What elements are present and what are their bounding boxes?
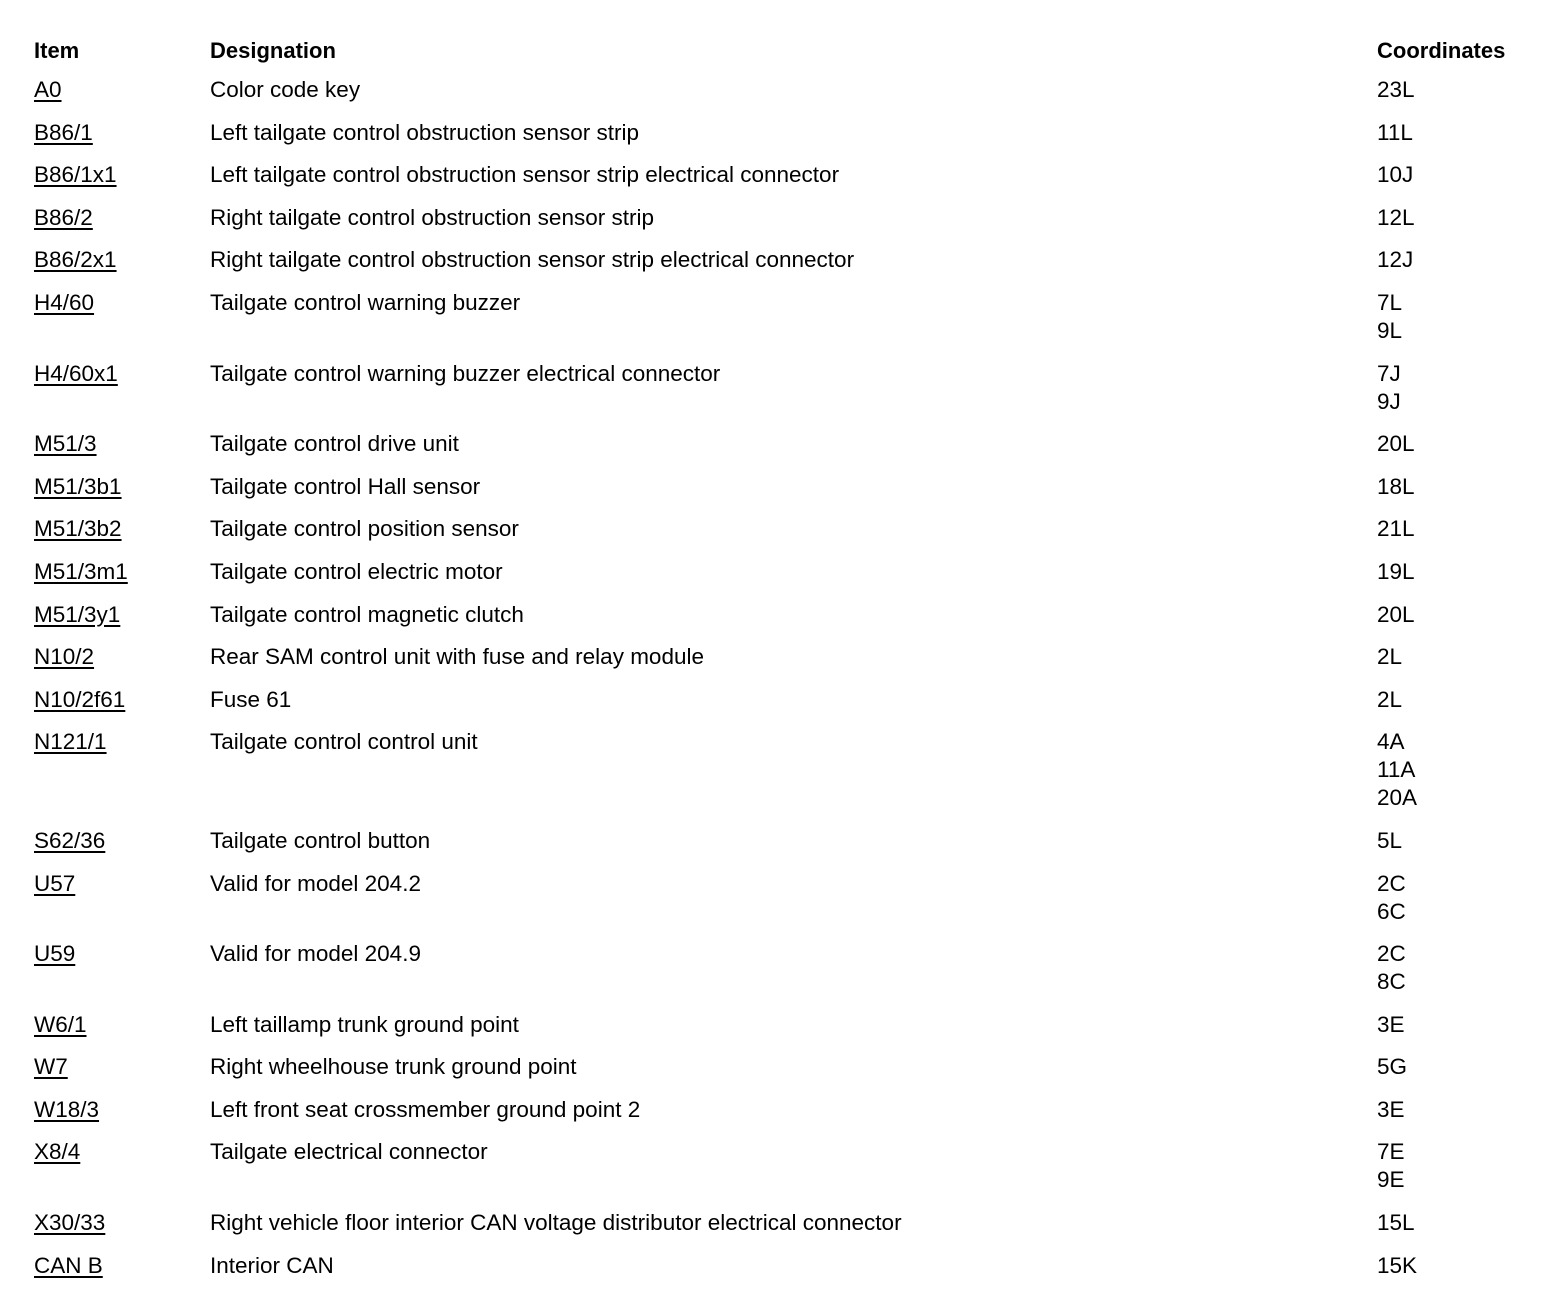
table-row — [34, 558, 1544, 601]
item-cell — [34, 360, 210, 388]
table-row — [34, 76, 1544, 119]
item-link[interactable]: N10/2 — [34, 644, 95, 670]
item-cell — [34, 1053, 210, 1081]
item-cell — [34, 1138, 210, 1166]
item-link[interactable]: B86/1x1 — [34, 162, 117, 188]
item-cell — [34, 515, 210, 543]
coordinate-value: 11L — [1377, 119, 1413, 145]
item-link[interactable]: M51/3y1 — [34, 601, 121, 627]
coordinate-value: 3E — [1377, 1011, 1405, 1037]
designation-cell: Left taillamp trunk ground point — [210, 1011, 519, 1037]
item-link[interactable]: W6/1 — [34, 1011, 87, 1037]
table-row — [34, 161, 1544, 204]
table-row — [34, 1209, 1544, 1252]
designation-cell: Left tailgate control obstruction sensor strip — [210, 119, 639, 145]
table-row — [34, 1252, 1544, 1295]
designation-cell: Tailgate control button — [210, 827, 431, 853]
item-link[interactable]: M51/3m1 — [34, 558, 128, 584]
table-row — [34, 360, 1544, 431]
item-cell — [34, 601, 210, 629]
designation-cell: Fuse 61 — [210, 686, 292, 712]
coordinates-cell — [1377, 1209, 1544, 1237]
item-link[interactable]: M51/3b2 — [34, 516, 122, 542]
item-cell — [34, 558, 210, 586]
designation-cell: Tailgate control Hall sensor — [210, 473, 481, 499]
coordinate-value: 21L — [1377, 516, 1415, 542]
table-row — [34, 515, 1544, 558]
coordinate-value: 8C — [1377, 969, 1406, 995]
coordinate-value: 2L — [1377, 686, 1403, 712]
item-link[interactable]: W7 — [34, 1054, 68, 1080]
coordinate-value: 2C — [1377, 941, 1406, 967]
coordinate-value: 12J — [1377, 247, 1414, 273]
designation-cell: Tailgate electrical connector — [210, 1139, 488, 1165]
table-row — [34, 246, 1544, 289]
table-row — [34, 686, 1544, 729]
designation-cell: Right tailgate control obstruction sensor strip — [210, 204, 654, 230]
coordinates-cell — [1377, 360, 1544, 416]
table-row — [34, 204, 1544, 247]
coordinates-cell — [1377, 686, 1544, 714]
item-link[interactable]: X8/4 — [34, 1139, 81, 1165]
item-link[interactable]: B86/2x1 — [34, 247, 117, 273]
coordinates-cell — [1377, 1011, 1544, 1039]
table-row — [34, 430, 1544, 473]
coordinates-cell — [1377, 246, 1544, 274]
header-designation: Designation — [210, 38, 336, 63]
designation-cell: Color code key — [210, 77, 361, 102]
coordinate-value: 2C — [1377, 870, 1406, 896]
table-row — [34, 601, 1544, 644]
table-row — [34, 119, 1544, 162]
coordinate-value: 6C — [1377, 898, 1406, 924]
coordinate-value: 19L — [1377, 558, 1415, 584]
item-link[interactable]: H4/60 — [34, 289, 95, 315]
item-cell — [34, 1252, 210, 1280]
table-row — [34, 643, 1544, 686]
item-cell — [34, 204, 210, 232]
designation-cell: Tailgate control electric motor — [210, 558, 503, 584]
coordinates-cell — [1377, 1096, 1544, 1124]
table-row — [34, 289, 1544, 360]
item-link[interactable]: A0 — [34, 77, 62, 102]
coordinate-value: 20A — [1377, 785, 1418, 811]
coordinate-value: 20L — [1377, 431, 1415, 457]
coordinates-cell — [1377, 430, 1544, 458]
designation-cell: Tailgate control warning buzzer — [210, 289, 521, 315]
coordinates-cell — [1377, 204, 1544, 232]
coordinates-cell — [1377, 1252, 1544, 1280]
item-cell — [34, 643, 210, 671]
item-link[interactable]: B86/1 — [34, 119, 93, 145]
header-coordinates: Coordinates — [1377, 38, 1506, 63]
item-cell — [34, 1209, 210, 1237]
coordinate-value: 23L — [1377, 77, 1415, 102]
designation-cell: Right vehicle floor interior CAN voltage distributor electrical connector — [210, 1210, 902, 1236]
coordinate-value: 7E — [1377, 1139, 1405, 1165]
table-row — [34, 1138, 1544, 1209]
designation-cell: Tailgate control position sensor — [210, 516, 519, 542]
item-link[interactable]: N10/2f61 — [34, 686, 126, 712]
coordinate-value: 7L — [1377, 289, 1403, 315]
item-cell — [34, 119, 210, 147]
coordinate-value: 2L — [1377, 644, 1403, 670]
item-cell — [34, 246, 210, 274]
item-link[interactable]: X30/33 — [34, 1210, 106, 1236]
item-link[interactable]: U59 — [34, 941, 76, 967]
table-row — [34, 473, 1544, 516]
coordinates-cell — [1377, 161, 1544, 189]
coordinates-cell — [1377, 515, 1544, 543]
coordinate-value: 9E — [1377, 1167, 1405, 1193]
coordinates-cell — [1377, 289, 1544, 345]
coordinates-cell — [1377, 827, 1544, 855]
coordinate-value: 4A — [1377, 729, 1405, 755]
designation-cell: Valid for model 204.9 — [210, 941, 421, 967]
designation-cell: Tailgate control magnetic clutch — [210, 601, 524, 627]
item-link[interactable]: CAN B — [34, 1252, 103, 1278]
item-cell — [34, 76, 210, 104]
coordinate-value: 5L — [1377, 827, 1403, 853]
item-cell — [34, 1011, 210, 1039]
coordinates-cell — [1377, 870, 1544, 926]
coordinate-value: 5G — [1377, 1054, 1408, 1080]
coordinate-value: 3E — [1377, 1096, 1405, 1122]
item-link[interactable]: B86/2 — [34, 204, 93, 230]
item-link[interactable]: W18/3 — [34, 1096, 100, 1122]
table-row — [34, 870, 1544, 941]
table-row — [34, 1053, 1544, 1096]
designation-cell: Left front seat crossmember ground point 2 — [210, 1096, 641, 1122]
item-cell — [34, 686, 210, 714]
designation-cell: Interior CAN — [210, 1252, 334, 1278]
item-link[interactable]: H4/60x1 — [34, 360, 118, 386]
item-link[interactable]: M51/3b1 — [34, 473, 122, 499]
designation-cell: Tailgate control drive unit — [210, 431, 459, 457]
item-cell — [34, 161, 210, 189]
item-link[interactable]: M51/3 — [34, 431, 97, 457]
table-row — [34, 1096, 1544, 1139]
table-row — [34, 827, 1544, 870]
legend-header-row — [34, 33, 1544, 76]
item-cell — [34, 827, 210, 855]
coordinates-cell — [1377, 643, 1544, 671]
coordinate-value: 7J — [1377, 360, 1401, 386]
item-cell — [34, 430, 210, 458]
coordinate-value: 20L — [1377, 601, 1415, 627]
component-legend-table — [34, 33, 1544, 1294]
coordinates-cell — [1377, 473, 1544, 501]
coordinates-cell — [1377, 119, 1544, 147]
item-cell — [34, 940, 210, 968]
designation-cell: Valid for model 204.2 — [210, 870, 421, 896]
coordinates-cell — [1377, 728, 1544, 812]
item-link[interactable]: N121/1 — [34, 729, 107, 755]
item-cell — [34, 728, 210, 756]
coordinate-value: 15K — [1377, 1252, 1418, 1278]
designation-cell: Right tailgate control obstruction sensor strip electrical connector — [210, 247, 855, 273]
coordinates-cell — [1377, 1053, 1544, 1081]
item-cell — [34, 1096, 210, 1124]
header-item: Item — [34, 38, 80, 63]
item-link[interactable]: S62/36 — [34, 827, 106, 853]
coordinate-value: 10J — [1377, 162, 1414, 188]
item-cell — [34, 870, 210, 898]
coordinate-value: 9L — [1377, 317, 1403, 343]
designation-cell: Rear SAM control unit with fuse and relay module — [210, 644, 704, 670]
coordinates-cell — [1377, 940, 1544, 996]
coordinates-cell — [1377, 558, 1544, 586]
item-cell — [34, 473, 210, 501]
coordinate-value: 12L — [1377, 204, 1415, 230]
coordinate-value: 18L — [1377, 473, 1415, 499]
designation-cell: Left tailgate control obstruction sensor strip electrical connector — [210, 162, 840, 188]
coordinate-value: 11A — [1377, 757, 1416, 783]
table-row — [34, 940, 1544, 1011]
table-row — [34, 728, 1544, 827]
coordinate-value: 15L — [1377, 1210, 1415, 1236]
coordinate-value: 9J — [1377, 388, 1401, 414]
designation-cell: Right wheelhouse trunk ground point — [210, 1054, 577, 1080]
table-row — [34, 1011, 1544, 1054]
coordinates-cell — [1377, 76, 1544, 104]
item-link[interactable]: U57 — [34, 870, 76, 896]
designation-cell: Tailgate control warning buzzer electrical connector — [210, 360, 721, 386]
legend-rows — [34, 76, 1544, 1294]
designation-cell: Tailgate control control unit — [210, 729, 478, 755]
coordinates-cell — [1377, 1138, 1544, 1194]
item-cell — [34, 289, 210, 317]
coordinates-cell — [1377, 601, 1544, 629]
